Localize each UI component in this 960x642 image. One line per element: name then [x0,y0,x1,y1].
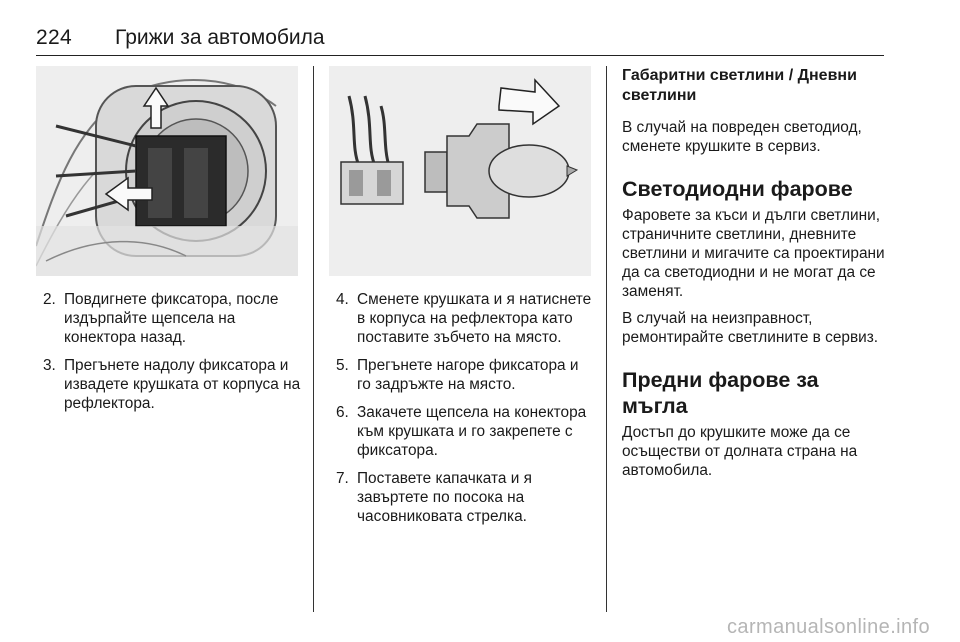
watermark: carmanualsonline.info [727,616,930,638]
steps-list-col1 [43,290,301,422]
list-item: 4. Сменете крушката и я натиснете в корпуса на рефлектора като поставите зъбчето на място. [336,291,592,346]
section-text: В случай на неизправност, ремонтирайте светлините в сервиз. [622,310,879,346]
list-item: 6. Закачете щепсела на конектора към крушката и го закрепете с фиксатора. [336,404,587,459]
chapter-title: Грижи за автомобила [115,26,325,49]
steps-list-col2 [336,290,596,535]
header-divider [36,55,884,56]
section-heading: Габаритни светлини / Дневни светлини [622,67,857,104]
list-item: 3. Прегънете надолу фиксатора и извадете крушката от корпуса на рефлектора. [43,357,301,412]
section-text: В случай на повреден светодиод, сменете крушките в сервиз. [622,119,862,155]
column-divider-2 [606,66,607,612]
headlamp-connector-removal-illustration [36,66,298,276]
halogen-bulb-removal-illustration [329,66,591,276]
column-divider-1 [313,66,314,612]
right-column [622,66,890,488]
page-header [36,26,884,54]
list-item: 2. Повдигнете фиксатора, после издърпайте щепсела на конектора назад. [43,291,279,346]
section-text: Достъп до крушките може да се осъществи от долната страна на автомобила. [622,424,858,479]
list-item: 5. Прегънете нагоре фиксатора и го задръжте на място. [336,357,579,393]
list-item: 7. Поставете капачката и я завъртете по посока на часовниковата стрелка. [336,470,532,525]
page-number: 224 [36,26,72,49]
section-heading: Светодиодни фарове [622,177,853,201]
section-text: Фаровете за къси и дълги светлини, страничните светлини, дневните светлини и мигачите са проектирани да са светодиодни и не могат да се заменят. [622,207,885,300]
section-heading: Предни фарове за мъгла [622,368,819,418]
